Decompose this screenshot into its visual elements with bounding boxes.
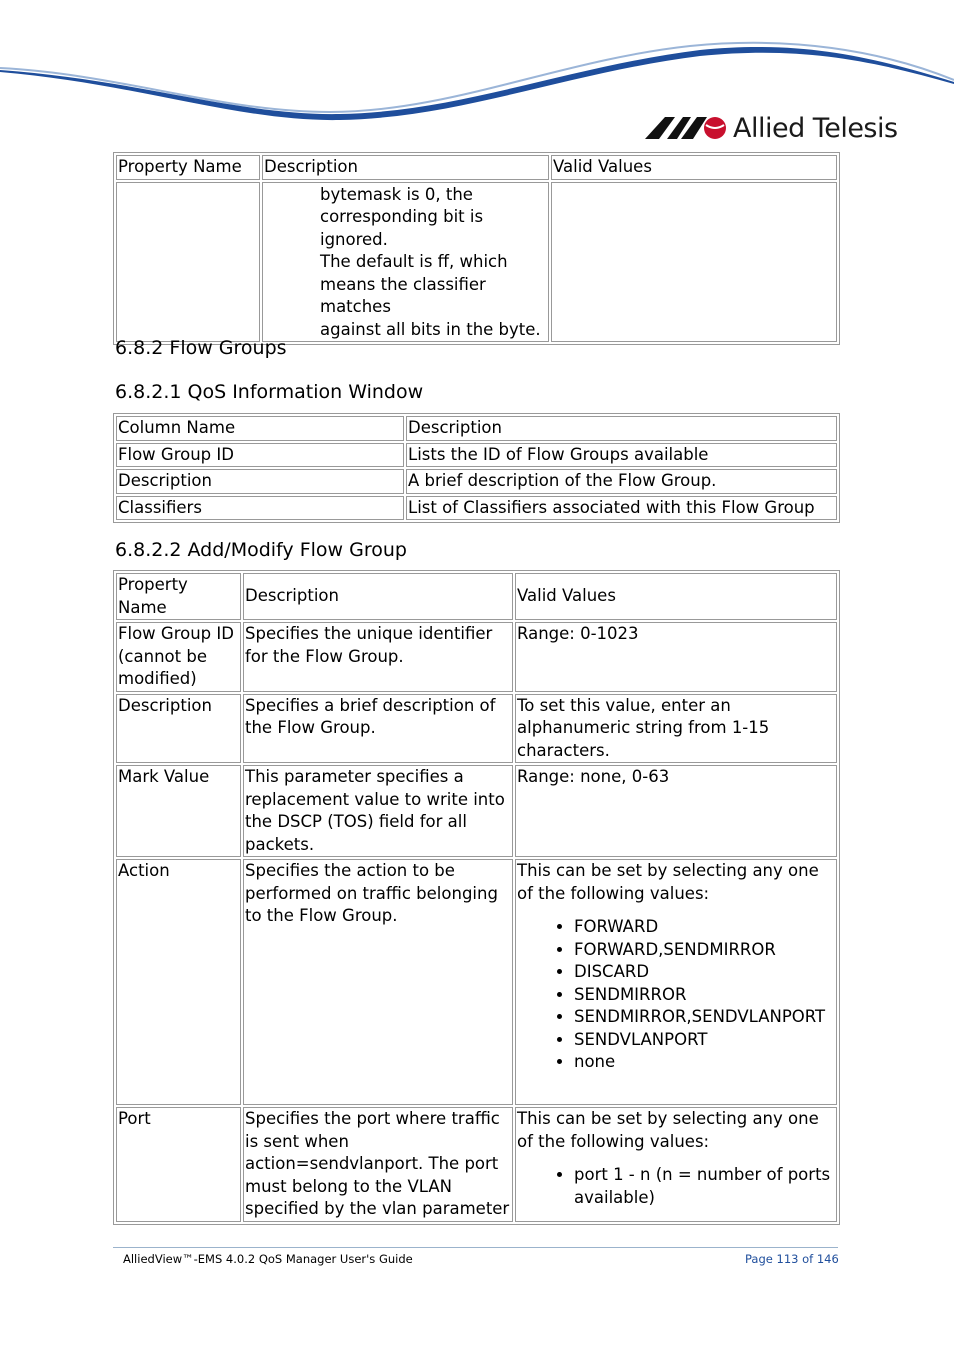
logo-mark-icon bbox=[645, 115, 729, 141]
cell-property-name: Flow Group ID (cannot be modified) bbox=[116, 622, 241, 692]
table-header-row bbox=[116, 155, 837, 180]
cell-column-name: Classifiers bbox=[116, 496, 404, 521]
cell-valid-values bbox=[551, 182, 837, 343]
desc-line: The default is ff, which bbox=[320, 252, 508, 271]
table-row bbox=[116, 694, 837, 764]
header-description: Description bbox=[262, 155, 549, 180]
list-item: • port 1 - n (n = number of ports available) bbox=[574, 1164, 835, 1209]
action-options-list bbox=[517, 916, 835, 1074]
header-description: Description bbox=[406, 416, 837, 441]
footer-page-number: Page 113 of 146 bbox=[745, 1252, 839, 1266]
table-row bbox=[116, 469, 837, 494]
footer-document-title: AlliedView™-EMS 4.0.2 QoS Manager User's Guide bbox=[123, 1252, 413, 1266]
cell-valid-values: To set this value, enter an alphanumeric string from 1-15 characters. bbox=[515, 694, 837, 764]
cell-property-name: Port bbox=[116, 1107, 241, 1222]
cell-description: This parameter specifies a replacement value to write into the DSCP (TOS) field for all packets. bbox=[243, 765, 513, 857]
table-row bbox=[116, 765, 837, 857]
cell-property-name: Description bbox=[116, 694, 241, 764]
table-header-row bbox=[116, 573, 837, 620]
cell-property-name: Mark Value bbox=[116, 765, 241, 857]
footer-rule bbox=[113, 1247, 838, 1248]
allied-telesis-logo bbox=[645, 110, 898, 146]
header-column-name: Column Name bbox=[116, 416, 404, 441]
section-heading-qos-information-window: 6.8.2.1 QoS Information Window bbox=[115, 381, 424, 403]
cell-valid-values bbox=[515, 859, 837, 1105]
cell-valid-values: Range: 0-1023 bbox=[515, 622, 837, 692]
cell-description: Specifies a brief description of the Flow Group. bbox=[243, 694, 513, 764]
list-item: • SENDVLANPORT bbox=[574, 1029, 835, 1052]
valid-values-intro: This can be set by selecting any one of the following values: bbox=[517, 1109, 819, 1151]
valid-values-intro: This can be set by selecting any one of the following values: bbox=[517, 861, 819, 903]
list-item: • FORWARD bbox=[574, 916, 835, 939]
table-row bbox=[116, 496, 837, 521]
section-heading-add-modify-flow-group: 6.8.2.2 Add/Modify Flow Group bbox=[115, 539, 407, 561]
cell-valid-values bbox=[515, 1107, 837, 1222]
add-modify-flow-group-table bbox=[113, 570, 840, 1225]
cell-description: Lists the ID of Flow Groups available bbox=[406, 443, 837, 468]
desc-line: means the classifier matches bbox=[320, 274, 486, 316]
cell-valid-values: Range: none, 0-63 bbox=[515, 765, 837, 857]
port-options-list bbox=[517, 1164, 835, 1209]
logo-text: Allied Telesis bbox=[733, 112, 898, 144]
table-row bbox=[116, 622, 837, 692]
table-row bbox=[116, 443, 837, 468]
continued-property-table bbox=[113, 152, 840, 345]
table-row bbox=[116, 1107, 837, 1222]
header-valid-values: Valid Values bbox=[551, 155, 837, 180]
cell-property-name bbox=[116, 182, 260, 343]
list-item: • SENDMIRROR,SENDVLANPORT bbox=[574, 1006, 835, 1029]
list-item: • DISCARD bbox=[574, 961, 835, 984]
cell-description: Specifies the port where traffic is sent when action=sendvlanport. The port must belong to the VLAN specified by the vlan parameter bbox=[243, 1107, 513, 1222]
qos-information-table bbox=[113, 413, 840, 523]
table-row bbox=[116, 182, 837, 343]
cell-description: List of Classifiers associated with this Flow Group bbox=[406, 496, 837, 521]
cell-column-name: Flow Group ID bbox=[116, 443, 404, 468]
cell-column-name: Description bbox=[116, 469, 404, 494]
header-valid-values: Valid Values bbox=[515, 573, 837, 620]
header-property-name: Property Name bbox=[116, 155, 260, 180]
list-item: • none bbox=[574, 1051, 835, 1074]
section-heading-flow-groups: 6.8.2 Flow Groups bbox=[115, 337, 287, 359]
header-description: Description bbox=[243, 573, 513, 620]
cell-description: Specifies the action to be performed on traffic belonging to the Flow Group. bbox=[243, 859, 513, 1105]
list-item: • SENDMIRROR bbox=[574, 984, 835, 1007]
table-row bbox=[116, 859, 837, 1105]
cell-description: A brief description of the Flow Group. bbox=[406, 469, 837, 494]
cell-property-name: Action bbox=[116, 859, 241, 1105]
desc-line: corresponding bit is ignored. bbox=[320, 207, 484, 249]
cell-description: Specifies the unique identifier for the Flow Group. bbox=[243, 622, 513, 692]
desc-line: against all bits in the byte. bbox=[320, 319, 541, 339]
desc-line: bytemask is 0, the bbox=[320, 184, 473, 204]
header-property-name: Property Name bbox=[116, 573, 241, 620]
list-item: • FORWARD,SENDMIRROR bbox=[574, 939, 835, 962]
table-header-row bbox=[116, 416, 837, 441]
cell-description bbox=[262, 182, 549, 343]
